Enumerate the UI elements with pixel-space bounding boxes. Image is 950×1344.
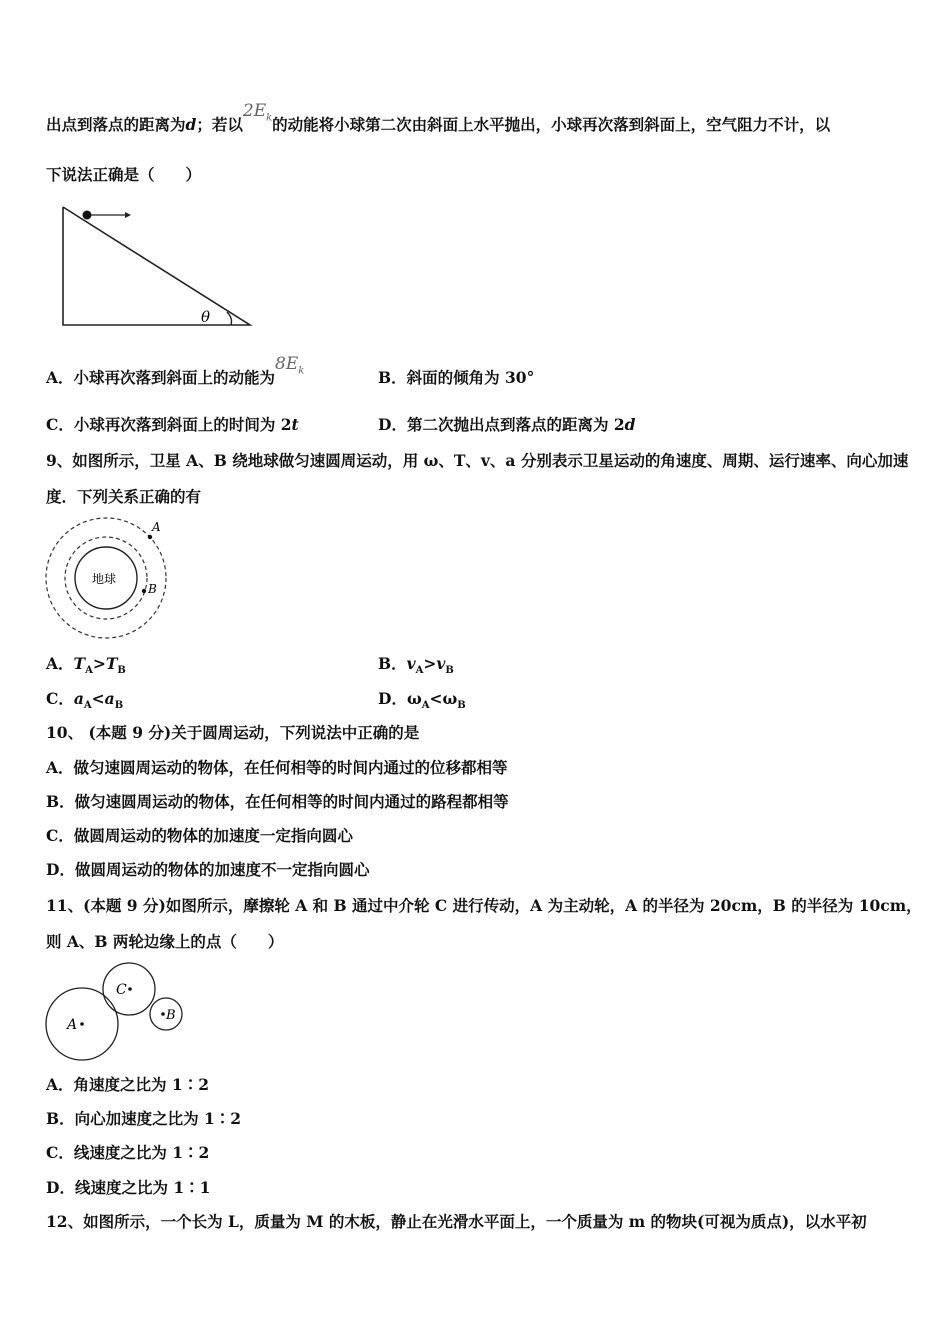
q8-incline-figure bbox=[55, 200, 285, 340]
q8-option-d[interactable]: D．第二次抛出点到落点的距离为 2d bbox=[378, 415, 636, 434]
wheel-b-center bbox=[161, 1012, 165, 1016]
q8-formula-2ek: $2E_k$ bbox=[242, 101, 273, 124]
q10-option-c[interactable]: C．做圆周运动的物体的加速度一定指向圆心 bbox=[46, 826, 353, 845]
q11-stem-line2: 则 A、B 两轮边缘上的点（ ） bbox=[46, 932, 284, 951]
velocity-arrowhead bbox=[125, 212, 131, 218]
satellite-a bbox=[148, 535, 152, 539]
q11-option-b[interactable]: B．向心加速度之比为 1∶2 bbox=[46, 1109, 242, 1128]
q10-option-a[interactable]: A．做匀速圆周运动的物体，在任何相等的时间内通过的位移都相等 bbox=[46, 758, 508, 777]
q11-option-a[interactable]: A．角速度之比为 1∶2 bbox=[46, 1075, 209, 1094]
wheel-a-center bbox=[80, 1022, 84, 1026]
q8-formula-8ek: $8E_k$ bbox=[275, 354, 305, 377]
angle-arc bbox=[227, 312, 232, 325]
wheel-a-label: A bbox=[67, 1017, 78, 1033]
q9-option-c[interactable]: C．$a_A<a_B$ bbox=[46, 689, 124, 712]
satellite-b-label: B bbox=[148, 582, 157, 596]
q8-stem-line2: 下说法正确是（ ） bbox=[46, 165, 202, 184]
q9-orbit-figure bbox=[40, 513, 180, 643]
q10-stem: 10、 (本题 9 分)关于圆周运动，下列说法中正确的是 bbox=[46, 723, 420, 742]
q8-option-a[interactable]: A．小球再次落到斜面上的动能为$8E_k$ bbox=[46, 354, 305, 387]
q9-stem-line1: 9、如图所示，卫星 A、B 绕地球做匀速圆周运动，用 ω、T、v、a 分别表示卫星运动的角速度、周期、运行速率、向心加速 bbox=[46, 451, 909, 470]
q8-stem-line1: 出点到落点的距离为d；若以$2E_k$的动能将小球第二次由斜面上水平抛出，小球再次落到斜面上，空气阻力不计，以 bbox=[46, 101, 831, 134]
satellite-a-label: A bbox=[152, 520, 161, 534]
wheel-b-label: B bbox=[166, 1008, 176, 1023]
earth-label: 地球 bbox=[92, 572, 117, 586]
q11-option-d[interactable]: D．线速度之比为 1∶1 bbox=[46, 1178, 211, 1197]
wheel-c-label: C bbox=[116, 982, 127, 998]
q9-option-b[interactable]: B．$v_A>v_B$ bbox=[378, 654, 454, 677]
q8-option-b[interactable]: B．斜面的倾角为 30° bbox=[378, 368, 535, 387]
q8-option-c[interactable]: C．小球再次落到斜面上的时间为 2t bbox=[46, 415, 299, 434]
incline-triangle bbox=[63, 207, 250, 325]
q12-stem-line1: 12、如图所示，一个长为 L，质量为 M 的木板，静止在光滑水平面上，一个质量为 m 的物块(可视为质点)，以水平初 bbox=[46, 1212, 867, 1231]
q9-option-a[interactable]: A．$T_A>T_B$ bbox=[46, 654, 126, 677]
wheel-c-center bbox=[128, 987, 132, 991]
q11-friction-wheels-figure bbox=[42, 960, 192, 1065]
q11-stem-line1: 11、(本题 9 分)如图所示，摩擦轮 A 和 B 通过中介轮 C 进行传动，A 为主动轮，A 的半径为 20cm，B 的半径为 10cm， bbox=[46, 896, 922, 915]
q9-option-d[interactable]: D．$\omega_A<\omega_B$ bbox=[378, 689, 466, 712]
q11-option-c[interactable]: C．线速度之比为 1∶2 bbox=[46, 1143, 210, 1162]
ball bbox=[83, 211, 92, 220]
q9-stem-line2: 度．下列关系正确的有 bbox=[46, 487, 202, 506]
satellite-b bbox=[142, 589, 146, 593]
q10-option-b[interactable]: B．做匀速圆周运动的物体，在任何相等的时间内通过的路程都相等 bbox=[46, 792, 509, 811]
q10-option-d[interactable]: D．做圆周运动的物体的加速度不一定指向圆心 bbox=[46, 860, 370, 879]
angle-label: θ bbox=[201, 308, 211, 326]
